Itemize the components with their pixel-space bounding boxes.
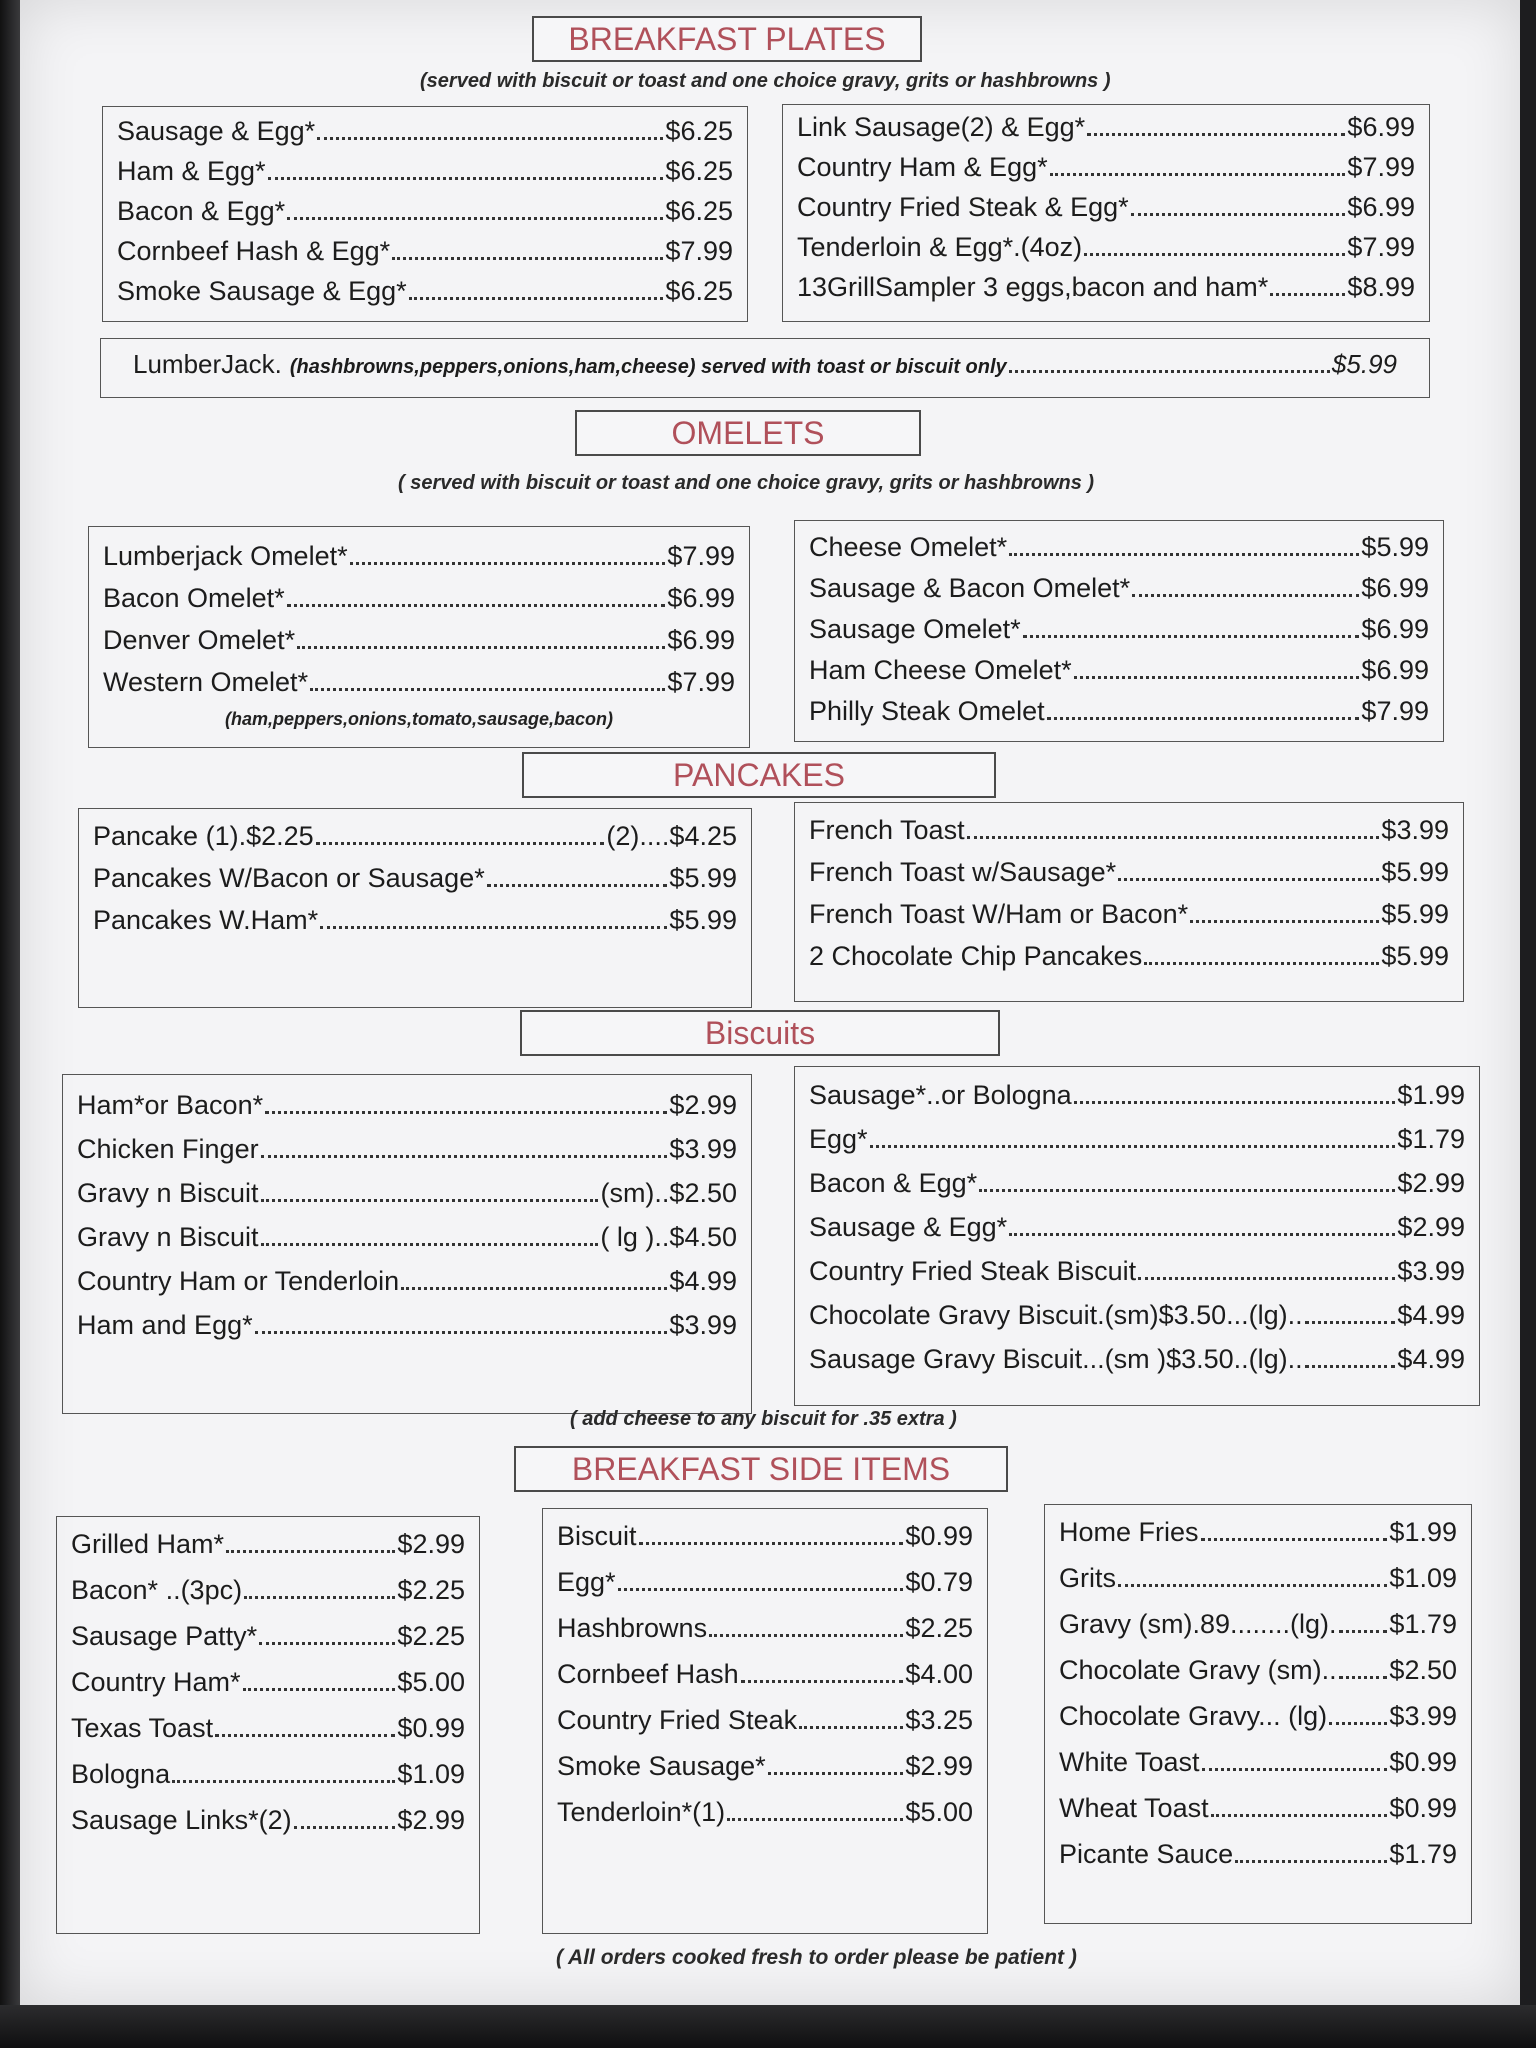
item-name: Grits: [1059, 1563, 1116, 1593]
menu-item: [809, 851, 1449, 893]
item-price: $6.99: [667, 583, 735, 613]
menu-item: [1059, 1555, 1457, 1601]
binder-bottom-edge: [0, 2005, 1536, 2048]
item-price: $5.99: [1381, 899, 1449, 929]
dot-leader: [244, 1580, 395, 1599]
dot-leader: [1305, 1305, 1396, 1324]
item-price: $6.25: [665, 196, 733, 226]
item-price: $1.99: [1397, 1080, 1465, 1110]
item-name: Country Fried Steak & Egg*: [797, 192, 1129, 222]
item-name: Country Ham & Egg*: [797, 152, 1048, 182]
omelets-heading: OMELETS: [575, 410, 921, 456]
dot-leader: [709, 1618, 903, 1637]
dot-leader: [1270, 277, 1345, 296]
dot-leader: [967, 820, 1380, 839]
omelets-note: ( served with biscuit or toast and one choice gravy, grits or hashbrowns ): [398, 472, 1095, 494]
biscuits-left-box: [62, 1074, 752, 1414]
item-name: Bologna: [71, 1759, 171, 1789]
item-name: Sausage & Bacon Omelet*: [809, 573, 1131, 603]
biscuits-heading: Biscuits: [520, 1010, 1000, 1056]
menu-item: [557, 1651, 973, 1697]
menu-item: [71, 1659, 465, 1705]
item-name: Chocolate Gravy Biscuit.(sm)$3.50...(lg)..: [809, 1300, 1303, 1330]
item-name: Hashbrowns: [557, 1613, 708, 1643]
item-price: $0.99: [397, 1713, 465, 1743]
dot-leader: [287, 201, 663, 220]
item-name: Country Ham or Tenderloin: [77, 1266, 400, 1296]
pancakes-right-list: [795, 809, 1463, 977]
menu-item: [1059, 1601, 1457, 1647]
dot-leader: [1118, 1568, 1387, 1587]
item-price: $1.09: [1389, 1563, 1457, 1593]
menu-item: [1059, 1509, 1457, 1555]
dot-leader: [799, 1710, 903, 1729]
item-name: Denver Omelet*: [103, 625, 296, 655]
pancakes-heading: PANCAKES: [522, 752, 996, 798]
menu-item: [809, 691, 1429, 732]
dot-leader: [639, 1526, 904, 1545]
menu-item: [809, 568, 1429, 609]
dot-leader: [1144, 946, 1379, 965]
menu-item: [1059, 1693, 1457, 1739]
item-name: Cheese Omelet*: [809, 532, 1008, 562]
dot-leader: [1074, 1085, 1396, 1104]
menu-item: [809, 809, 1449, 851]
dot-leader: [350, 546, 666, 565]
dot-leader: [1202, 1752, 1388, 1771]
item-name: Sausage & Egg*: [117, 116, 316, 146]
dot-leader: [1131, 197, 1346, 216]
menu-item: [557, 1743, 973, 1789]
menu-item: [809, 1161, 1465, 1205]
item-price: $5.99: [1381, 941, 1449, 971]
item-price: $1.79: [1389, 1609, 1457, 1639]
item-price: $3.25: [905, 1705, 973, 1735]
omelets-western-note: (ham,peppers,onions,tomato,sausage,bacon): [224, 709, 614, 729]
dot-leader: [172, 1764, 395, 1783]
item-price: $4.00: [905, 1659, 973, 1689]
menu-item: [77, 1259, 737, 1303]
item-price: $0.99: [1389, 1793, 1457, 1823]
dot-leader: [741, 1664, 904, 1683]
dot-leader: [1339, 1660, 1388, 1679]
item-price: $5.00: [905, 1797, 973, 1827]
item-price: $4.99: [1397, 1300, 1465, 1330]
dot-leader: [226, 1534, 395, 1553]
item-price: $2.99: [905, 1751, 973, 1781]
item-name: Sausage Gravy Biscuit...(sm )$3.50..(lg)..: [809, 1344, 1303, 1374]
item-price: $6.99: [1361, 655, 1429, 685]
menu-item: [103, 577, 735, 619]
dot-leader: [979, 1173, 1395, 1192]
item-name: Smoke Sausage*: [557, 1751, 766, 1781]
item-name: Bacon & Egg*: [809, 1168, 978, 1198]
omelets-right-list: [795, 527, 1443, 732]
dot-leader: [618, 1572, 904, 1591]
dot-leader: [1329, 1706, 1387, 1725]
item-price: $1.09: [397, 1759, 465, 1789]
pancakes-left-box: [78, 808, 752, 1008]
item-price: $3.99: [1381, 815, 1449, 845]
dot-leader: [320, 910, 667, 929]
dot-leader: [255, 1315, 668, 1334]
dot-leader: [1201, 1522, 1388, 1541]
menu-item: [77, 1127, 737, 1171]
item-price: $3.99: [1397, 1256, 1465, 1286]
breakfast-plates-left-box: [102, 106, 748, 322]
menu-item: [117, 151, 733, 191]
binder-edge: [0, 0, 20, 2048]
biscuits-left-list: [63, 1083, 751, 1347]
dot-leader: [1009, 1217, 1395, 1236]
item-name: French Toast W/Ham or Bacon*: [809, 899, 1189, 929]
dot-leader: [1211, 1798, 1388, 1817]
item-name: Texas Toast: [71, 1713, 214, 1743]
item-price: $7.99: [1361, 696, 1429, 726]
item-name: Pancakes W.Ham*: [93, 905, 319, 935]
item-price: $1.99: [1389, 1517, 1457, 1547]
item-price: $2.25: [397, 1575, 465, 1605]
menu-item: [557, 1513, 973, 1559]
item-name: Gravy n Biscuit: [77, 1222, 259, 1252]
item-price: $6.99: [1361, 614, 1429, 644]
menu-item: [797, 147, 1415, 187]
dot-leader: [1050, 157, 1346, 176]
sides-heading: BREAKFAST SIDE ITEMS: [514, 1446, 1008, 1492]
item-name: Bacon & Egg*: [117, 196, 286, 226]
dot-leader: [316, 826, 605, 845]
dot-leader: [310, 672, 665, 691]
item-price: $2.99: [669, 1090, 737, 1120]
item-name: Gravy n Biscuit: [77, 1178, 259, 1208]
dot-leader: [1047, 701, 1360, 720]
item-name: Country Fried Steak Biscuit: [809, 1256, 1137, 1286]
item-price: $4.99: [1397, 1344, 1465, 1374]
item-name: French Toast w/Sausage*: [809, 857, 1117, 887]
item-name: Link Sausage(2) & Egg*: [797, 112, 1086, 142]
item-name: Tenderloin & Egg*.(4oz): [797, 232, 1083, 262]
menu-item: [77, 1171, 737, 1215]
item-price: $7.99: [667, 667, 735, 697]
item-price: $2.99: [397, 1529, 465, 1559]
biscuits-right-box: [794, 1066, 1480, 1406]
item-price: $0.79: [905, 1567, 973, 1597]
dot-leader: [261, 1183, 599, 1202]
item-name: Country Ham*: [71, 1667, 241, 1697]
item-price: $2.99: [1397, 1212, 1465, 1242]
dot-leader: [259, 1626, 395, 1645]
menu-item: [797, 267, 1415, 307]
item-price: $7.99: [1347, 232, 1415, 262]
menu-item: [809, 527, 1429, 568]
menu-item: [809, 893, 1449, 935]
item-name: Ham & Egg*: [117, 156, 266, 186]
menu-item: [77, 1083, 737, 1127]
dot-leader: [1087, 117, 1345, 136]
menu-item: [809, 1205, 1465, 1249]
item-price: $2.99: [1397, 1168, 1465, 1198]
sides-col2-box: [542, 1508, 988, 1934]
menu-item: [117, 231, 733, 271]
dot-leader: [1339, 1614, 1388, 1633]
menu-item: [1059, 1739, 1457, 1785]
item-name: Cornbeef Hash: [557, 1659, 739, 1689]
menu-item: [809, 1249, 1465, 1293]
dot-leader: [1074, 660, 1360, 679]
item-price: (2)....$4.25: [606, 821, 737, 851]
biscuits-right-list: [795, 1073, 1479, 1381]
dot-leader: [1118, 862, 1379, 881]
item-name: 13GrillSampler 3 eggs,bacon and ham*: [797, 272, 1269, 302]
item-name: Pancake (1).$2.25: [93, 821, 314, 851]
menu-page: [20, 0, 1520, 2005]
item-name: Gravy (sm).89........(lg).: [1059, 1609, 1337, 1639]
lumberjack-box: [100, 338, 1430, 398]
omelets-left-box: [88, 526, 750, 748]
menu-item: [809, 650, 1429, 691]
item-description: (hashbrowns,peppers,onions,ham,cheese) served with toast or biscuit only: [289, 356, 1007, 378]
item-name: LumberJack.: [133, 349, 282, 379]
menu-item: [809, 1117, 1465, 1161]
item-name: Tenderloin*(1): [557, 1797, 726, 1827]
item-price: $2.25: [397, 1621, 465, 1651]
item-name: Ham*or Bacon*: [77, 1090, 264, 1120]
pancakes-left-list: [79, 815, 751, 941]
item-name: Western Omelet*: [103, 667, 309, 697]
item-name: Sausage Omelet*: [809, 614, 1021, 644]
dot-leader: [261, 1139, 668, 1158]
dot-leader: [261, 1227, 599, 1246]
item-name: Chocolate Gravy... (lg): [1059, 1701, 1328, 1731]
menu-item: [809, 1337, 1465, 1381]
menu-item: [77, 1215, 737, 1259]
item-price: $3.99: [669, 1310, 737, 1340]
menu-item: [797, 227, 1415, 267]
dot-leader: [1305, 1349, 1396, 1368]
dot-leader: [1235, 1844, 1387, 1863]
item-name: Sausage Links*(2): [71, 1805, 292, 1835]
sides-col2-list: [543, 1513, 987, 1835]
menu-item: [809, 609, 1429, 650]
menu-item: [117, 271, 733, 311]
dot-leader: [401, 1271, 667, 1290]
item-price: $6.25: [665, 276, 733, 306]
omelets-left-list: [89, 535, 749, 703]
item-name: Bacon Omelet*: [103, 583, 285, 613]
item-price: $3.99: [1389, 1701, 1457, 1731]
dot-leader: [1132, 578, 1359, 597]
menu-item: [71, 1521, 465, 1567]
dot-leader: [409, 281, 664, 300]
item-name: Biscuit: [557, 1521, 637, 1551]
item-price: $4.99: [669, 1266, 737, 1296]
item-name: Country Fried Steak: [557, 1705, 798, 1735]
item-price: ( lg )..$4.50: [600, 1222, 737, 1252]
item-name: Lumberjack Omelet*: [103, 541, 348, 571]
menu-item: [797, 107, 1415, 147]
menu-item: [71, 1751, 465, 1797]
dot-leader: [1009, 537, 1359, 556]
menu-item: [557, 1559, 973, 1605]
item-price: $5.99: [669, 863, 737, 893]
item-price: $2.99: [397, 1805, 465, 1835]
item-price: $1.79: [1397, 1124, 1465, 1154]
menu-item: [797, 187, 1415, 227]
dot-leader: [870, 1129, 1396, 1148]
menu-item: [71, 1797, 465, 1843]
menu-item: [809, 935, 1449, 977]
menu-item: [71, 1613, 465, 1659]
dot-leader: [294, 1810, 396, 1829]
menu-item: [71, 1567, 465, 1613]
menu-item: [93, 857, 737, 899]
breakfast-plates-left-list: [103, 111, 747, 311]
dot-leader: [1190, 904, 1379, 923]
menu-item: [103, 535, 735, 577]
item-price: (sm)..$2.50: [600, 1178, 737, 1208]
item-price: $6.25: [665, 116, 733, 146]
item-name: Sausage Patty*: [71, 1621, 258, 1651]
dot-leader: [392, 241, 663, 260]
menu-item: [117, 191, 733, 231]
menu-item: [557, 1605, 973, 1651]
item-name: Chocolate Gravy (sm)..: [1059, 1655, 1337, 1685]
item-price: $5.00: [397, 1667, 465, 1697]
item-price: $7.99: [665, 236, 733, 266]
menu-item: [71, 1705, 465, 1751]
menu-item: [557, 1789, 973, 1835]
sides-col3-box: [1044, 1504, 1472, 1924]
breakfast-plates-right-box: [782, 104, 1430, 322]
menu-item: [1059, 1785, 1457, 1831]
dot-leader: [1023, 619, 1360, 638]
item-name: Philly Steak Omelet: [809, 696, 1045, 726]
item-name: Ham Cheese Omelet*: [809, 655, 1072, 685]
dot-leader: [1138, 1261, 1395, 1280]
dot-leader: [768, 1756, 904, 1775]
item-price: $6.99: [1347, 112, 1415, 142]
item-price: $1.79: [1389, 1839, 1457, 1869]
omelets-right-box: [794, 520, 1444, 742]
dot-leader: [268, 161, 664, 180]
item-price: $5.99: [1381, 857, 1449, 887]
item-name: Ham and Egg*: [77, 1310, 253, 1340]
menu-item: [103, 619, 735, 661]
dot-leader: [727, 1802, 903, 1821]
footer-note: ( All orders cooked fresh to order please be patient ): [556, 1946, 1077, 1969]
item-price: $0.99: [1389, 1747, 1457, 1777]
sides-col1-box: [56, 1516, 480, 1934]
dot-leader: [215, 1718, 395, 1737]
menu-item: [557, 1697, 973, 1743]
dot-leader: [317, 121, 663, 140]
item-name: White Toast: [1059, 1747, 1200, 1777]
item-name: Sausage & Egg*: [809, 1212, 1008, 1242]
item-name: Cornbeef Hash & Egg*: [117, 236, 391, 266]
item-name: Chicken Finger: [77, 1134, 259, 1164]
menu-item: [117, 111, 733, 151]
breakfast-plates-right-list: [783, 107, 1429, 307]
item-name: Pancakes W/Bacon or Sausage*: [93, 863, 485, 893]
dot-leader: [1084, 237, 1345, 256]
item-name: Wheat Toast: [1059, 1793, 1209, 1823]
menu-item: [93, 815, 737, 857]
item-price: $3.99: [669, 1134, 737, 1164]
dot-leader: [487, 868, 668, 887]
menu-item: [93, 899, 737, 941]
item-price: $5.99: [1361, 532, 1429, 562]
item-price: $7.99: [1347, 152, 1415, 182]
item-name: Sausage*..or Bologna: [809, 1080, 1072, 1110]
sides-col3-list: [1045, 1509, 1471, 1877]
item-price: $6.99: [1347, 192, 1415, 222]
menu-item: [103, 661, 735, 703]
menu-item: [77, 1303, 737, 1347]
item-name: Egg*: [557, 1567, 616, 1597]
item-price: $6.99: [667, 625, 735, 655]
menu-item: [133, 349, 1397, 380]
dot-leader: [243, 1672, 396, 1691]
item-name: Egg*: [809, 1124, 868, 1154]
breakfast-plates-note: (served with biscuit or toast and one choice gravy, grits or hashbrowns ): [420, 70, 1111, 92]
item-price: $2.50: [1389, 1655, 1457, 1685]
dot-leader: [297, 630, 665, 649]
item-name: French Toast: [809, 815, 965, 845]
item-name: Smoke Sausage & Egg*: [117, 276, 407, 306]
item-price: $7.99: [667, 541, 735, 571]
item-price: $6.99: [1361, 573, 1429, 603]
item-price: $6.25: [665, 156, 733, 186]
item-price: $5.99: [1331, 349, 1397, 379]
pancakes-right-box: [794, 802, 1464, 1002]
item-name: Home Fries: [1059, 1517, 1199, 1547]
item-name: Grilled Ham*: [71, 1529, 225, 1559]
menu-item: [1059, 1647, 1457, 1693]
item-price: $0.99: [905, 1521, 973, 1551]
item-name: Bacon* ..(3pc): [71, 1575, 243, 1605]
dot-leader: [287, 588, 666, 607]
item-name: 2 Chocolate Chip Pancakes: [809, 941, 1143, 971]
breakfast-plates-heading: BREAKFAST PLATES: [532, 16, 922, 62]
dot-leader: [1009, 355, 1330, 373]
biscuits-cheese-note: ( add cheese to any biscuit for .35 extra ): [570, 1408, 957, 1430]
item-price: $2.25: [905, 1613, 973, 1643]
item-price: $5.99: [669, 905, 737, 935]
menu-item: [809, 1073, 1465, 1117]
dot-leader: [265, 1095, 667, 1114]
menu-item: [809, 1293, 1465, 1337]
item-price: $8.99: [1347, 272, 1415, 302]
item-name: Picante Sauce: [1059, 1839, 1234, 1869]
sides-col1-list: [57, 1521, 479, 1843]
menu-item: [1059, 1831, 1457, 1877]
